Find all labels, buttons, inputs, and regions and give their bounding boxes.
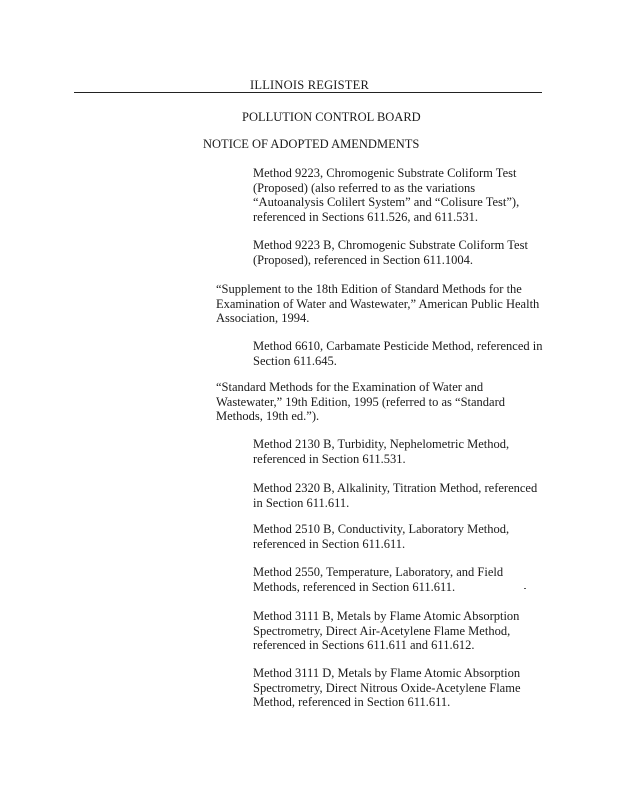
agency-name: POLLUTION CONTROL BOARD [242,110,421,124]
method-entry: Method 2510 B, Conductivity, Laboratory Method, referenced in Section 611.611. [253,522,510,551]
scan-speck [524,588,526,589]
header-rule [74,92,542,93]
method-entry: Method 2130 B, Turbidity, Nephelometric Method, referenced in Section 611.531. [253,437,510,466]
notice-title: NOTICE OF ADOPTED AMENDMENTS [203,137,420,151]
method-entry: Method 3111 D, Metals by Flame Atomic Absorption Spectrometry, Direct Nitrous Oxide-Acetylene Flame Method, referenced in Section 611.611. [253,666,521,710]
register-header-title: ILLINOIS REGISTER [250,78,370,92]
method-entry: Method 2550, Temperature, Laboratory, and Field Methods, referenced in Section 611.611. [253,565,504,594]
method-entry: Method 9223, Chromogenic Substrate Coliform Test (Proposed) (also referred to as the variations “Autoanalysis Colilert System” and “Colisure Test”), referenced in Sections 611.526, and 611.531. [253,166,520,224]
method-entry: Method 3111 B, Metals by Flame Atomic Absorption Spectrometry, Direct Air-Acetylene Flame Method, referenced in Sections 611.611 and 611.612. [253,609,520,653]
reference-entry: “Supplement to the 18th Edition of Standard Methods for the Examination of Water and Wastewater,” American Public Health Association, 1994. [216,282,540,326]
method-entry: Method 6610, Carbamate Pesticide Method, referenced in Section 611.645. [253,339,543,368]
reference-entry: “Standard Methods for the Examination of Water and Wastewater,” 19th Edition, 1995 (referred to as “Standard Methods, 19th ed.”). [216,380,506,424]
method-entry: Method 2320 B, Alkalinity, Titration Method, referenced in Section 611.611. [253,481,538,510]
method-entry: Method 9223 B, Chromogenic Substrate Coliform Test (Proposed), referenced in Section 611.1004. [253,238,528,267]
